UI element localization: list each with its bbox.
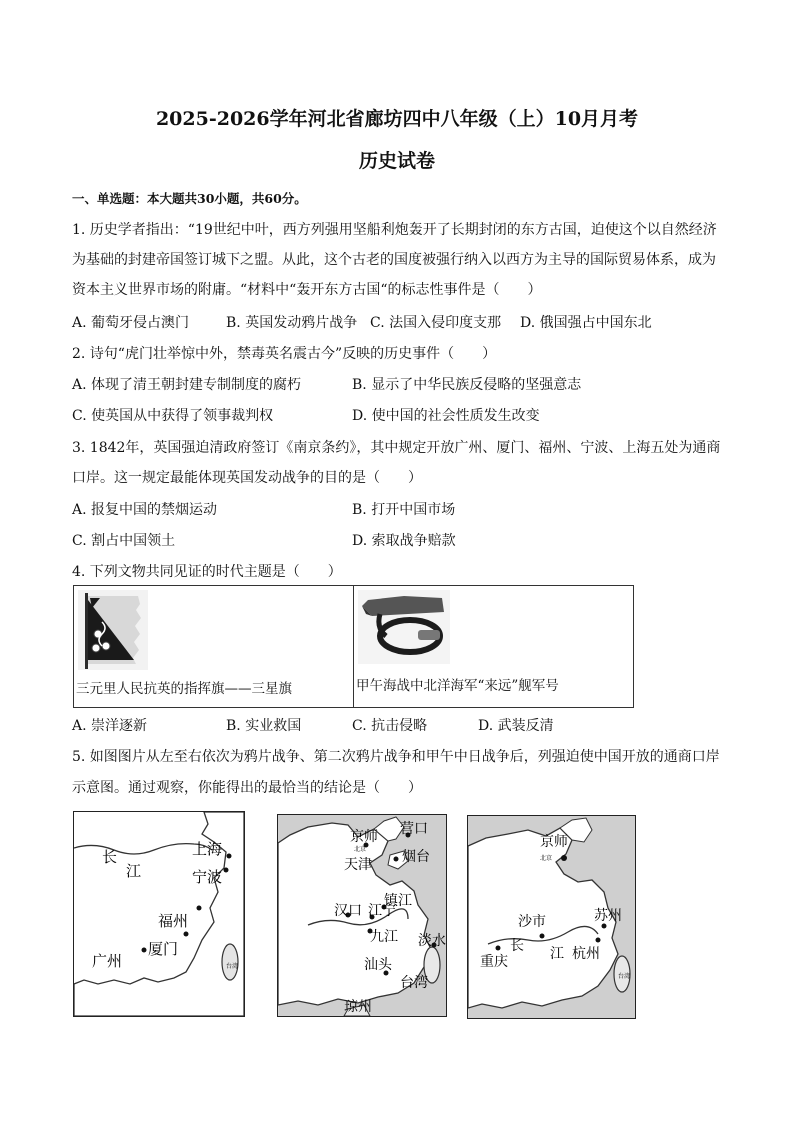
map2-label-jiujiang: 九江 (370, 929, 398, 945)
map2-label-qiongzhou: 琼州 (344, 999, 372, 1015)
map2-label-zhenjiang: 镇江 (384, 893, 412, 909)
q1-option-b[interactable]: B. 英国发动鸦片战争 (226, 315, 358, 331)
map3-label-chang: 长 (510, 938, 524, 954)
q4-option-a[interactable]: A. 崇洋逐新 (72, 718, 148, 734)
q4-option-b[interactable]: B. 实业救国 (226, 718, 302, 734)
page-subtitle: 历史试卷 (358, 150, 435, 172)
q3-option-b[interactable]: B. 打开中国市场 (352, 502, 456, 518)
q2-option-d[interactable]: D. 使中国的社会性质发生改变 (352, 408, 540, 424)
q4-line-1: 4. 下列文物共同见证的时代主题是（ ） (72, 564, 342, 580)
q2-option-c[interactable]: C. 使英国从中获得了领事裁判权 (72, 408, 274, 424)
map3-label-beijing: 北京 (540, 855, 553, 862)
map2-label-jingshi: 京师 (350, 829, 378, 845)
q2-line-1: 2. 诗句“虎门壮举惊中外，禁毒英名震古今”反映的历史事件（ ） (72, 346, 497, 362)
map1-label-shanghai: 上海 (192, 840, 223, 858)
map3-label-hangzhou: 杭州 (572, 946, 600, 962)
map2-label-hankou: 汉口 (334, 903, 362, 919)
map1-label-ningbo: 宁波 (192, 868, 223, 886)
map3-label-suzhou: 苏州 (594, 908, 622, 924)
q1-line-1: 1. 历史学者指出：“19世纪中叶，西方列强用坚船利炮轰开了长期封闭的东方古国，迫使这个以自然经济 (72, 222, 717, 238)
map3-label-jingshi: 京师 (540, 834, 568, 850)
map1-label-xiamen: 厦门 (148, 940, 179, 958)
q2-option-a[interactable]: A. 体现了清王朝封建专制制度的腐朽 (72, 377, 302, 393)
q3-option-d[interactable]: D. 索取战争赔款 (352, 533, 456, 549)
caption-bugle: 甲午海战中北洋海军“来远”舰军号 (356, 678, 559, 694)
artifact-table (73, 585, 634, 708)
map2-label-beijing: 北京 (354, 846, 367, 853)
caption-three-star-flag: 三元里人民抗英的指挥旗——三星旗 (76, 681, 292, 697)
section-heading: 一、单选题：本大题共30小题，共60分。 (72, 191, 307, 206)
q1-line-3: 资本主义世界市场的附庸。“材料中“轰开东方古国“的标志性事件是（ ） (72, 282, 542, 298)
q3-line-1: 3. 1842年，英国强迫清政府签订《南京条约》，其中规定开放广州、厦门、福州、宁波、上海五处为通商 (72, 440, 721, 456)
map2-label-yingkou: 营口 (400, 821, 428, 837)
map2-label-taiwan: 台湾 (400, 975, 428, 991)
q5-line-1: 5. 如图图片从左至右依次为鸦片战争、第二次鸦片战争和甲午中日战争后，列强迫使中国开放的通商口岸 (72, 749, 720, 765)
map3-label-chongqing: 重庆 (480, 954, 508, 970)
map1-label-taiwan: 台湾 (226, 963, 239, 970)
map-sino-japanese-war-ports (467, 815, 636, 1019)
map2-label-jiangning: 江宁 (368, 903, 396, 919)
map1-label-chang: 长 (102, 848, 118, 866)
map2-label-danshui: 淡水 (418, 933, 446, 949)
map3-label-shashi: 沙市 (518, 914, 546, 930)
q3-line-2: 口岸。这一规定最能体现英国发动战争的目的是（ ） (72, 470, 422, 486)
page-title: 2025-2026学年河北省廊坊四中八年级（上）10月月考 (155, 108, 639, 130)
q3-option-a[interactable]: A. 报复中国的禁烟运动 (72, 502, 218, 518)
map-opium-war-ports (73, 811, 245, 1017)
q1-option-a[interactable]: A. 葡萄牙侵占澳门 (72, 315, 190, 331)
map2-label-tianjin: 天津 (344, 857, 372, 873)
q4-option-c[interactable]: C. 抗击侵略 (352, 718, 428, 734)
q3-option-c[interactable]: C. 割占中国领土 (72, 533, 176, 549)
map3-label-taiwan: 台湾 (618, 973, 631, 980)
map1-label-guangzhou: 广州 (92, 952, 123, 970)
map-second-opium-war-ports (277, 814, 447, 1017)
q5-line-2: 示意图。通过观察，你能得出的最恰当的结论是（ ） (72, 780, 422, 796)
bugle-image (358, 590, 450, 664)
q1-line-2: 为基础的封建帝国签订城下之盟。从此，这个古老的国度被强行纳入以西方为主导的国际贸易体系，成为 (72, 252, 716, 268)
q1-option-d[interactable]: D. 俄国强占中国东北 (520, 315, 652, 331)
map3-label-jiang: 江 (550, 946, 564, 962)
table-divider (353, 586, 354, 707)
q4-option-d[interactable]: D. 武装反清 (478, 718, 554, 734)
q2-option-b[interactable]: B. 显示了中华民族反侵略的坚强意志 (352, 377, 582, 393)
map2-label-shantou: 汕头 (364, 957, 392, 973)
q1-option-c[interactable]: C. 法国入侵印度支那 (370, 315, 502, 331)
map1-label-fuzhou: 福州 (158, 912, 189, 930)
map1-label-jiang: 江 (126, 862, 142, 880)
map2-label-yantai: 烟台 (402, 849, 430, 865)
three-star-flag-image (78, 590, 148, 670)
